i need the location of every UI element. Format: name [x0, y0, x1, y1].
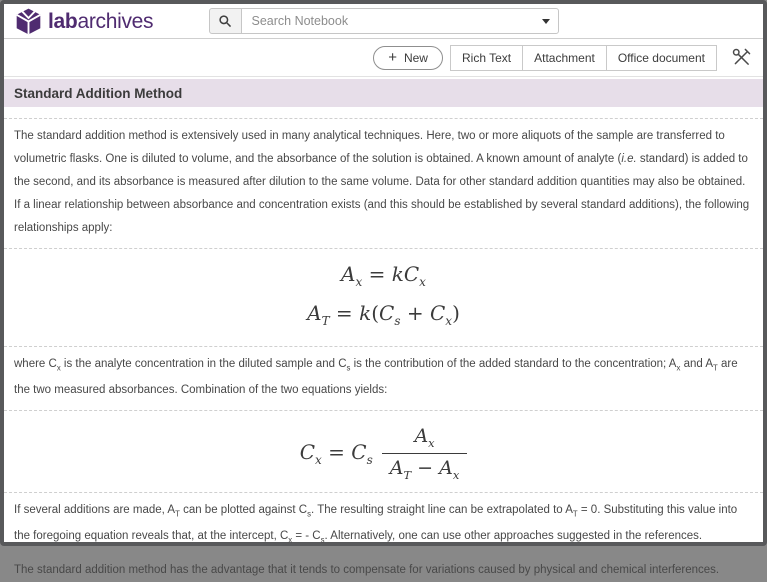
divider	[4, 492, 763, 493]
paragraph-where: where $C_x$ is the analyte concentration in the diluted sample and $C_s$ is the contribution of the added standard to the concentration; $A_x$ and $A_T$ are the two measured absorbances. Combination of the two equations yields:	[14, 358, 738, 397]
equation-ax: $A_x = kC_x$	[341, 262, 426, 289]
equation-cx	[4, 425, 763, 482]
entry-content	[4, 118, 763, 582]
equation-at: $A_T = k(C_s + C_x)$	[307, 301, 460, 328]
paragraph-intro: The standard addition method is extensively used in many analytical techniques. Here, two or more aliquots of the sample are transferred to volumetric flasks. One is diluted to volume, and the absorbance of the solution is obtained. A known amount of analyte (i.e. standard) is added to the second, and its absorbance is measured after dilution to the same volume. Data for other standard addition quantities may also be obtained. If a linear relationship between absorbance and concentration exists (and this should be established by several standard additions), the following relationships apply:	[14, 130, 750, 234]
rich-text-button[interactable]: Rich Text	[450, 45, 523, 71]
labarchives-wordmark: labarchives	[48, 9, 154, 33]
paragraph-advantage: The standard addition method has the advantage that it tends to compensate for variations caused by physical and chemical interferences.	[14, 564, 720, 577]
search-dropdown-caret-icon[interactable]	[542, 19, 550, 24]
search-button[interactable]	[209, 8, 242, 34]
entry-title-bar	[4, 79, 763, 107]
equation-cx-lhs: $C_x = C_s$	[299, 440, 373, 468]
equation-cx-fraction	[382, 425, 468, 482]
tools-icon[interactable]	[729, 46, 753, 70]
labarchives-logo[interactable]	[15, 7, 153, 36]
equation-block	[4, 249, 763, 346]
entry-type-buttons	[451, 45, 717, 71]
divider	[4, 118, 763, 119]
search-input[interactable]	[241, 8, 559, 34]
fraction-denominator: $A_T - A_x$	[389, 457, 460, 482]
paragraph-extrapolation: If several additions are made, $A_T$ can be plotted against $C_s$. The resulting straight line can be extrapolated to $A_T = 0$. Substituting this value into the foregoing equation reveals that, at the intercept, $C_x$ = - $C_s$. Alternatively, one can use other approaches suggested in the references.	[14, 503, 738, 545]
top-header	[4, 4, 763, 39]
divider	[4, 346, 763, 347]
equation-block-combined	[4, 411, 763, 492]
search-icon	[218, 14, 232, 28]
new-button-label: New	[403, 50, 428, 65]
new-button[interactable]	[373, 46, 443, 70]
search-input-wrap	[241, 8, 559, 34]
labarchives-cube-icon	[15, 7, 42, 36]
search-group	[209, 8, 559, 34]
page-title: Standard Addition Method	[14, 85, 183, 101]
office-document-button[interactable]: Office document	[606, 45, 717, 71]
attachment-button[interactable]: Attachment	[522, 45, 607, 71]
plus-icon: +	[388, 49, 397, 66]
entry-toolbar	[4, 39, 763, 77]
fraction-numerator: $A_x$	[382, 425, 468, 454]
